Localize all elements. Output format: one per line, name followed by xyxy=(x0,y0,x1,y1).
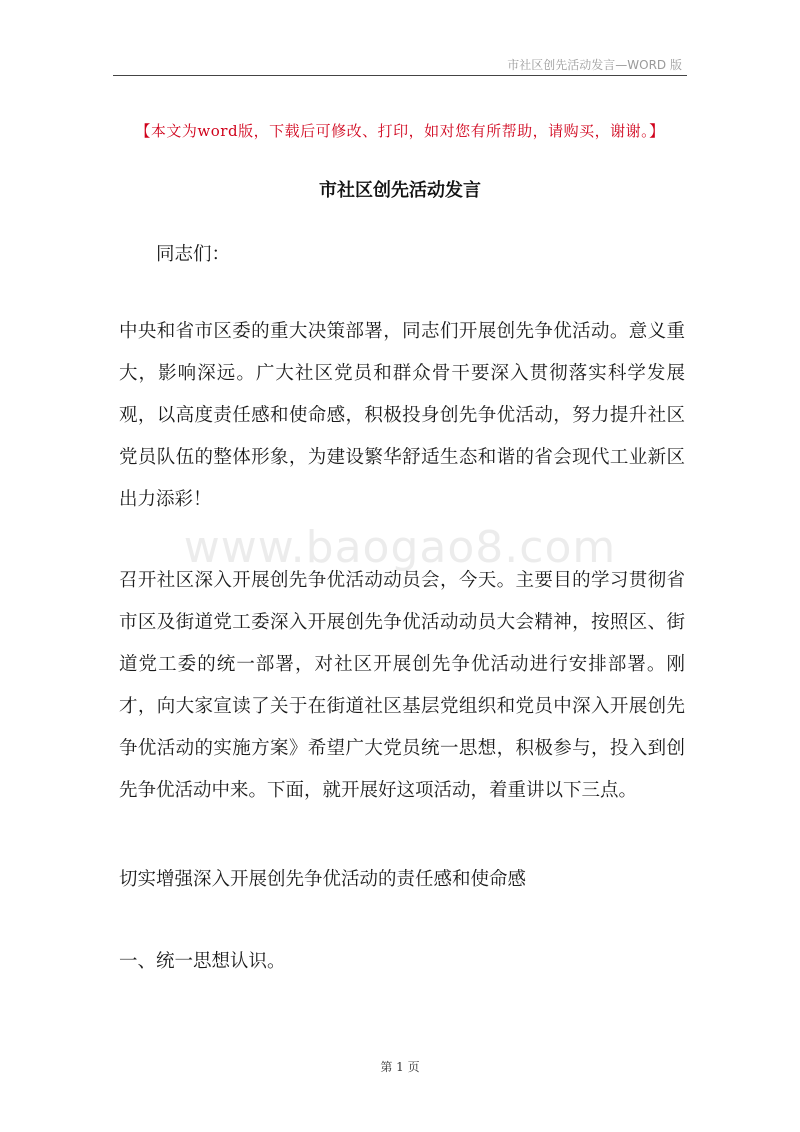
watermark: www.baogao8.com xyxy=(183,522,617,573)
download-notice: 【本文为word版，下载后可修改、打印，如对您有所帮助，请购买，谢谢。】 xyxy=(135,122,665,140)
paragraph-2: 召开社区深入开展创先争优活动动员会，今天。主要目的学习贯彻省市区及街道党工委深入开展创先争优活动动员大会精神，按照区、街道党工委的统一部署，对社区开展创先争优活动进行安排部署。刚才，向大家宣读了关于在街道社区基层党组织和党员中深入开展创先争优活动的实施方案》希望广大党员统一思想，积极参与，投入到创先争优活动中来。下面，就开展好这项活动，着重讲以下三点。 xyxy=(119,570,685,801)
document-title: 市社区创先活动发言 xyxy=(319,180,481,201)
sub-heading: 一、统一思想认识。 xyxy=(119,951,286,972)
header-divider xyxy=(113,75,687,76)
paragraph-1: 中央和省市区委的重大决策部署，同志们开展创先争优活动。意义重大，影响深远。广大社区党员和群众骨干要深入贯彻落实科学发展观，以高度责任感和使命感，积极投身创先争优活动，努力提升社区党员队伍的整体形象，为建设繁华舒适生态和谐的省会现代工业新区出力添彩！ xyxy=(119,321,685,510)
section-heading: 切实增强深入开展创先争优活动的责任感和使命感 xyxy=(119,869,527,890)
running-header: 市社区创先活动发言—WORD 版 xyxy=(507,58,682,72)
greeting: 同志们： xyxy=(156,244,231,265)
page-number: 第 1 页 xyxy=(380,1060,420,1074)
